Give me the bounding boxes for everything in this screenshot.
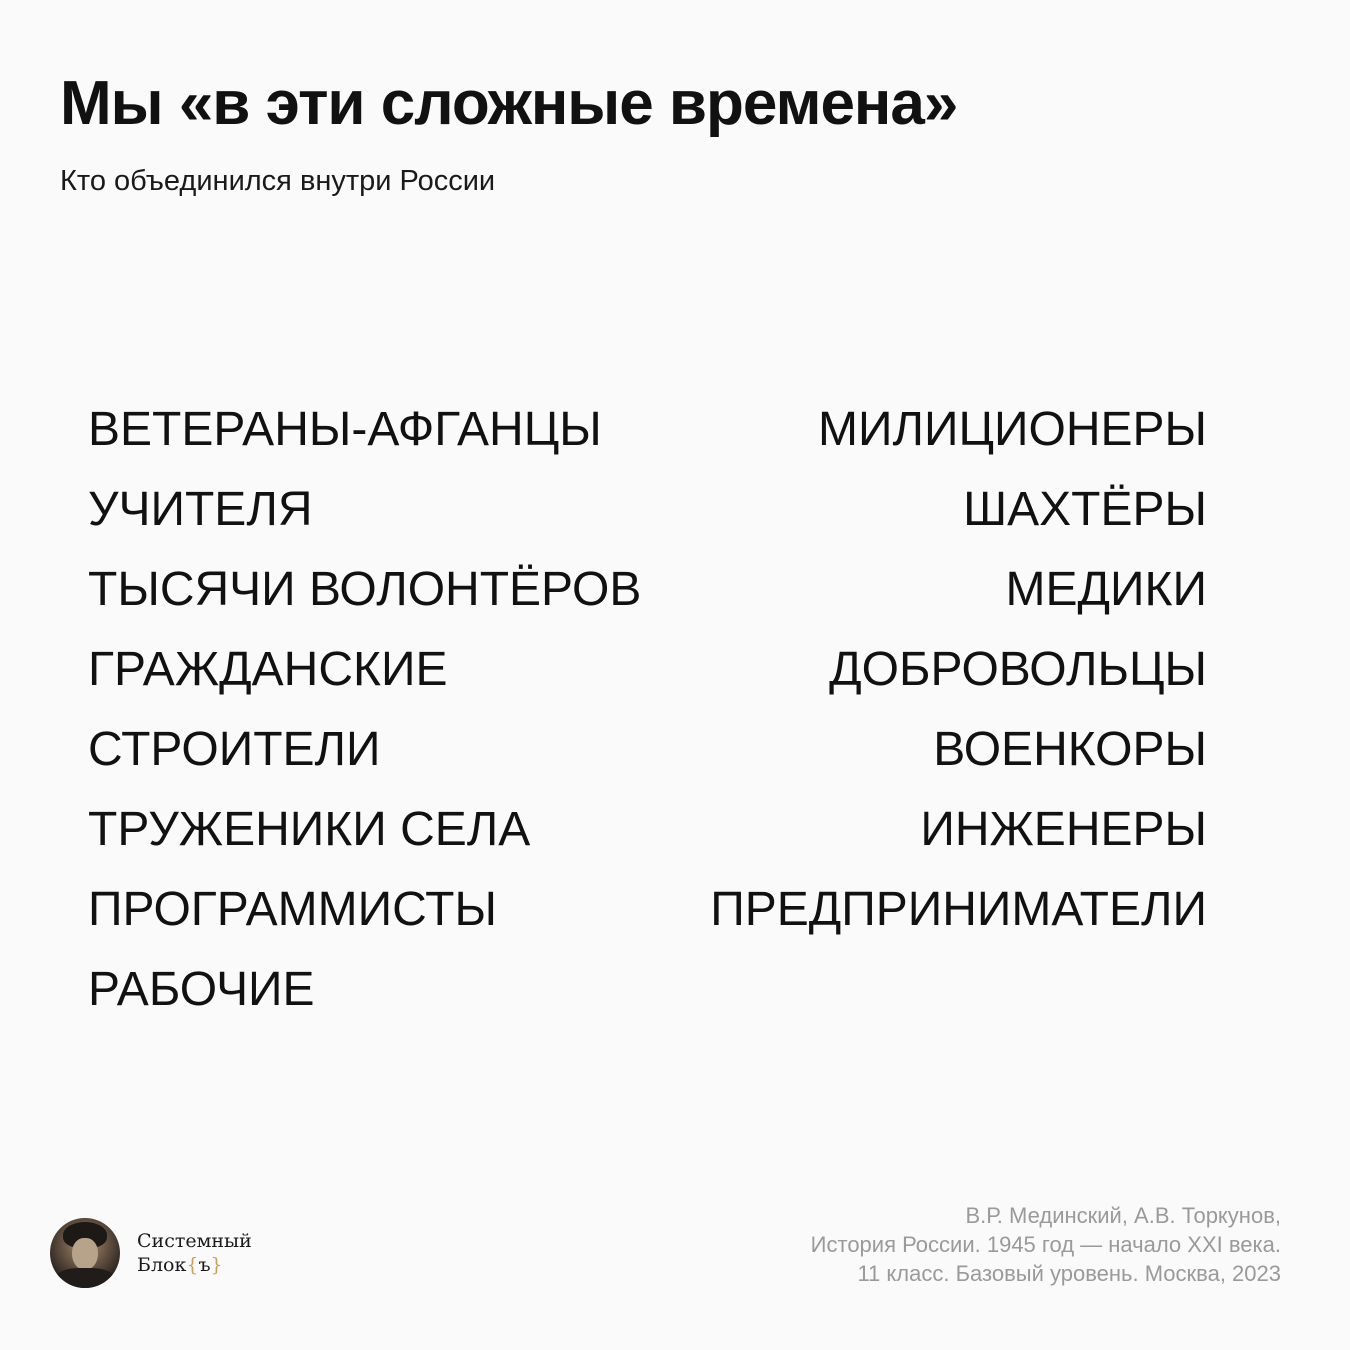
list-item: СТРОИТЕЛИ [88,723,381,776]
list-item: ГРАЖДАНСКИЕ [88,643,448,696]
right-column-list [710,390,1207,950]
list-item: МЕДИКИ [1005,563,1207,616]
list-item: ТРУЖЕНИКИ СЕЛА [88,803,531,856]
brand-name [137,1229,252,1277]
source-line: История России. 1945 год — начало XXI века. [810,1232,1281,1257]
list-item: ВЕТЕРАНЫ-АФГАНЦЫ [88,403,602,456]
page-subtitle: Кто объединился внутри России [60,165,496,197]
list-item: ИНЖЕНЕРЫ [920,803,1207,856]
list-item: ПРОГРАММИСТЫ [88,883,497,936]
list-item: УЧИТЕЛЯ [88,483,313,536]
brand-line-1: Системный [137,1230,252,1252]
list-item: ТЫСЯЧИ ВОЛОНТЁРОВ [88,563,642,616]
list-item: ВОЕНКОРЫ [933,723,1207,776]
source-citation [811,1201,1281,1288]
portrait-photo-icon [50,1218,120,1288]
list-item: ШАХТЁРЫ [963,483,1207,536]
source-line: 11 класс. Базовый уровень. Москва, 2023 [857,1261,1281,1286]
page-title: Мы «в эти сложные времена» [60,69,958,138]
source-line: В.Р. Мединский, А.В. Торкунов, [965,1203,1281,1228]
list-item: ДОБРОВОЛЬЦЫ [829,643,1207,696]
brand-logo [50,1218,252,1288]
left-column-list [88,390,641,1030]
list-item: ПРЕДПРИНИМАТЕЛИ [710,883,1207,936]
list-item: РАБОЧИЕ [88,963,315,1016]
list-item: МИЛИЦИОНЕРЫ [817,403,1207,456]
brand-line-2: Блок{ъ} [137,1254,223,1276]
